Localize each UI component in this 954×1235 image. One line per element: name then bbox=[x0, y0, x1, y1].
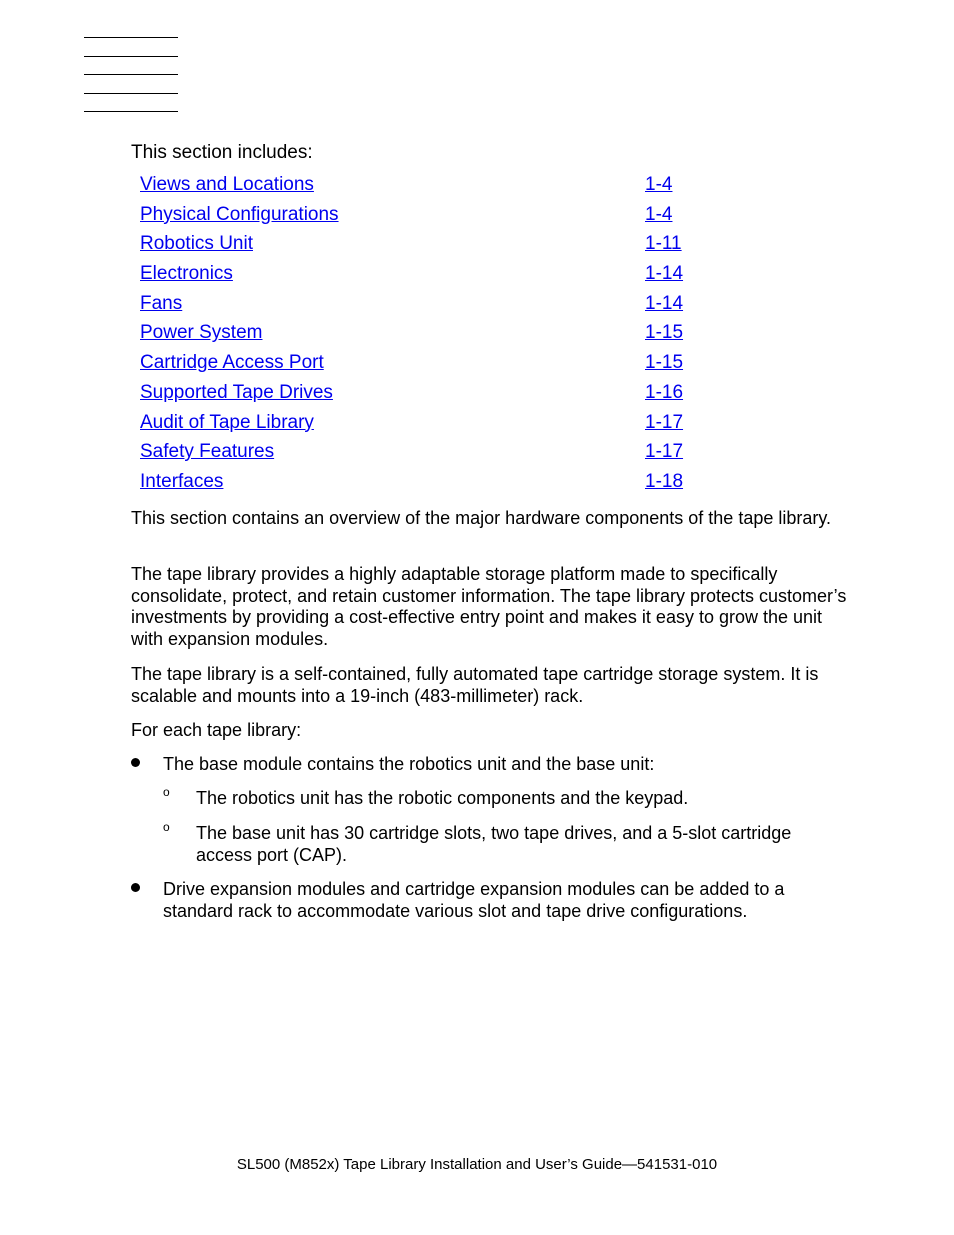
circle-bullet-icon: o bbox=[163, 785, 170, 799]
toc-page-link[interactable]: 1-11 bbox=[645, 233, 682, 255]
header-rule-5 bbox=[84, 111, 178, 112]
toc-link-physical-configurations[interactable]: Physical Configurations bbox=[140, 203, 339, 225]
header-rule-1 bbox=[84, 37, 178, 38]
toc-row bbox=[140, 263, 700, 293]
toc-row bbox=[140, 293, 700, 323]
toc-page-link[interactable]: 1-4 bbox=[645, 174, 673, 195]
toc-row bbox=[140, 441, 700, 471]
self-contained-paragraph: The tape library is a self-contained, fully automated tape cartridge storage system. It is scalable and mounts into a 19-inch (483-millimeter) rack. bbox=[131, 664, 819, 706]
toc-row bbox=[140, 412, 700, 442]
toc-link-electronics[interactable]: Electronics bbox=[140, 263, 233, 285]
toc-link-fans[interactable]: Fans bbox=[140, 292, 183, 314]
toc-page-link[interactable]: 1-16 bbox=[645, 381, 684, 403]
sub-list-item-text: The base unit has 30 cartridge slots, two tape drives, and a 5-slot cartridge access port (CAP). bbox=[196, 823, 792, 865]
toc-row bbox=[140, 352, 700, 382]
bullet-icon bbox=[131, 758, 140, 767]
header-rule-4 bbox=[84, 93, 178, 94]
toc-row bbox=[140, 204, 700, 234]
platform-paragraph: The tape library provides a highly adaptable storage platform made to specifically consolidate, protect, and retain customer information. The tape library protects customer’s investments by providing a cost-effective entry point and makes it easy to grow the unit with expansion modules. bbox=[131, 564, 847, 649]
toc-page-link[interactable]: 1-18 bbox=[645, 470, 684, 492]
toc-list bbox=[140, 174, 700, 501]
toc-link-views-and-locations[interactable]: Views and Locations bbox=[140, 174, 314, 195]
toc-link-interfaces[interactable]: Interfaces bbox=[140, 470, 224, 492]
for-each-paragraph: For each tape library: bbox=[131, 720, 302, 740]
toc-page-link[interactable]: 1-15 bbox=[645, 352, 684, 374]
toc-link-supported-tape-drives[interactable]: Supported Tape Drives bbox=[140, 381, 333, 403]
toc-row bbox=[140, 233, 700, 263]
toc-page-link[interactable]: 1-17 bbox=[645, 411, 684, 433]
toc-page-link[interactable]: 1-4 bbox=[645, 203, 673, 225]
sub-list-item-text: The robotics unit has the robotic components and the keypad. bbox=[196, 788, 689, 808]
toc-row bbox=[140, 471, 700, 501]
intro-text: This section includes: bbox=[131, 142, 313, 163]
list-item-text: Drive expansion modules and cartridge expansion modules can be added to a standard rack to accommodate various slot and tape drive configurations. bbox=[163, 879, 785, 921]
toc-page-link[interactable]: 1-14 bbox=[645, 263, 684, 285]
overview-paragraph: This section contains an overview of the major hardware components of the tape library. bbox=[131, 508, 832, 528]
toc-row bbox=[140, 382, 700, 412]
toc-link-cartridge-access-port[interactable]: Cartridge Access Port bbox=[140, 352, 324, 374]
toc-link-safety-features[interactable]: Safety Features bbox=[140, 441, 275, 463]
list-item-text: The base module contains the robotics unit and the base unit: bbox=[163, 754, 655, 774]
toc-page-link[interactable]: 1-17 bbox=[645, 441, 684, 463]
toc-page-link[interactable]: 1-15 bbox=[645, 322, 684, 344]
header-rule-2 bbox=[84, 56, 178, 57]
toc-link-power-system[interactable]: Power System bbox=[140, 322, 263, 344]
toc-row bbox=[140, 322, 700, 352]
toc-page-link[interactable]: 1-14 bbox=[645, 292, 684, 314]
header-rule-3 bbox=[84, 74, 178, 75]
toc-row bbox=[140, 174, 700, 204]
toc-link-audit-of-tape-library[interactable]: Audit of Tape Library bbox=[140, 411, 314, 433]
circle-bullet-icon: o bbox=[163, 820, 170, 834]
toc-link-robotics-unit[interactable]: Robotics Unit bbox=[140, 233, 253, 255]
bullet-icon bbox=[131, 883, 140, 892]
page-footer: SL500 (M852x) Tape Library Installation and User’s Guide—541531-010 bbox=[236, 1156, 718, 1173]
